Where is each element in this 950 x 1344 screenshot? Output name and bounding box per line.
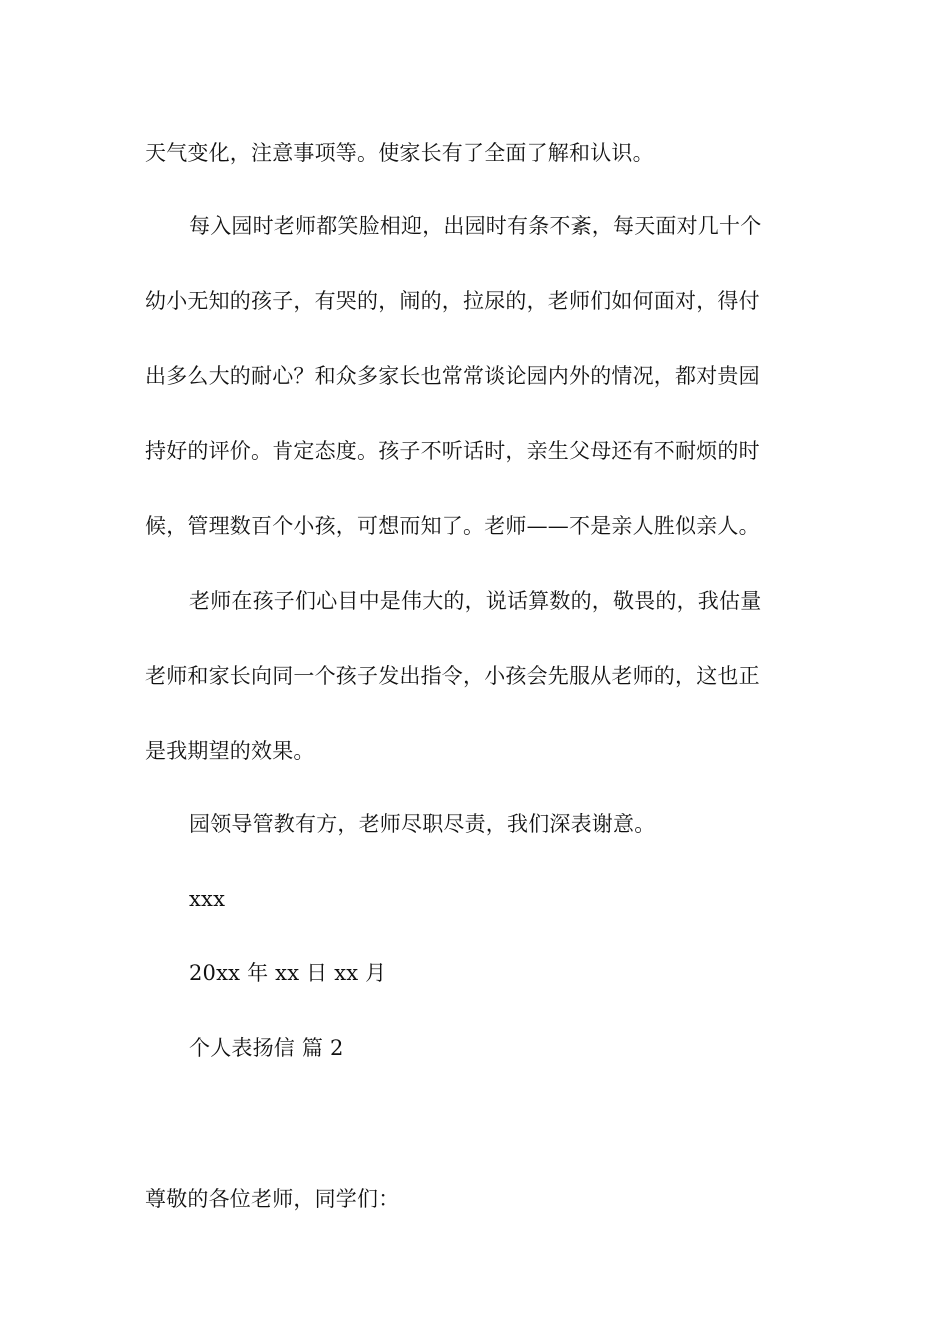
paragraph-line: 天气变化，注意事项等。使家长有了全面了解和认识。 xyxy=(145,141,654,165)
paragraph-line: 候，管理数百个小孩，可想而知了。老师——不是亲人胜似亲人。 xyxy=(145,514,760,538)
signature-name: xxx xyxy=(189,887,226,911)
section-heading: 个人表扬信 篇 2 xyxy=(189,1036,344,1060)
paragraph-line: 每入园时老师都笑脸相迎，出园时有条不紊，每天面对几十个 xyxy=(189,214,762,238)
paragraph-line: 是我期望的效果。 xyxy=(145,739,315,763)
paragraph-line: 持好的评价。肯定态度。孩子不听话时，亲生父母还有不耐烦的时 xyxy=(145,439,760,463)
paragraph-line: 老师和家长向同一个孩子发出指令，小孩会先服从老师的，这也正 xyxy=(145,664,760,688)
salutation: 尊敬的各位老师，同学们： xyxy=(145,1187,400,1211)
paragraph-line: 幼小无知的孩子，有哭的，闹的，拉尿的，老师们如何面对，得付 xyxy=(145,289,760,313)
paragraph-line: 园领导管教有方，老师尽职尽责，我们深表谢意。 xyxy=(189,812,656,836)
paragraph-line: 出多么大的耐心？和众多家长也常常谈论园内外的情况，都对贵园 xyxy=(145,364,760,388)
paragraph-line: 老师在孩子们心目中是伟大的，说话算数的，敬畏的，我估量 xyxy=(189,589,762,613)
signature-date: 20xx 年 xx 日 xx 月 xyxy=(189,961,387,985)
